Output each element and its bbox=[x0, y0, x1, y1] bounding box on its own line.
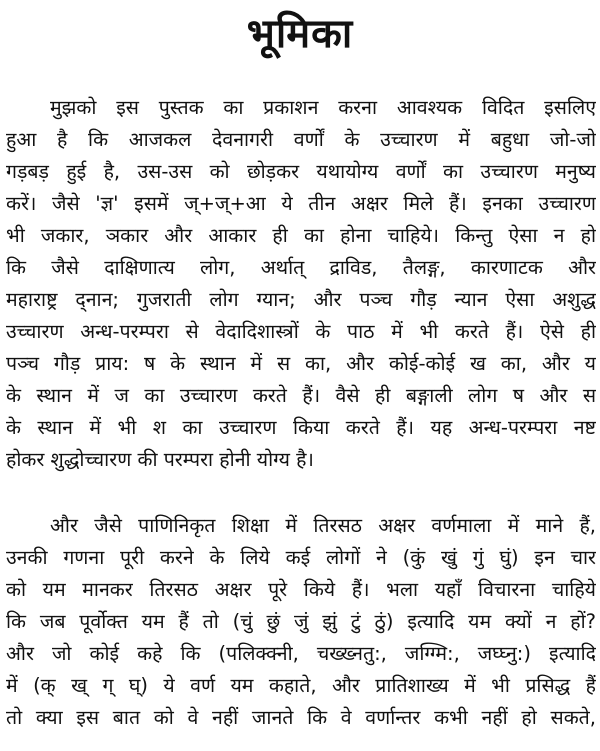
paragraph-2 bbox=[6, 510, 596, 734]
text-line: और जैसे पाणिनिकृत शिक्षा में तिरसठ अक्षर वर्णमाला में माने हैं, bbox=[50, 514, 596, 537]
text-line: कि जब पूर्वोक्त यम हैं तो (चुं छुं जुं झुं टुं ठुं) इत्यादि यम क्यों न हों? bbox=[6, 610, 596, 633]
text-line: भी जकार, ञकार और आकार ही का होना चाहिये। किन्तु ऐसा न हो bbox=[6, 224, 596, 247]
text-line: के स्थान में भी श का उच्चारण किया करते हैं। यह अन्ध-परम्परा नष्ट bbox=[6, 416, 596, 439]
paragraph-1 bbox=[6, 92, 596, 476]
text-line: को यम मानकर तिरसठ अक्षर पूरे किये हैं। भला यहाँ विचारना चाहिये bbox=[6, 578, 596, 601]
text-line: कि जैसे दाक्षिणात्य लोग, अर्थात् द्राविड, तैलङ्ग, कारणाटक और bbox=[6, 256, 596, 279]
text-line: उच्चारण अन्ध-परम्परा से वेदादिशास्त्रों के पाठ में भी करते हैं। ऐसे ही bbox=[6, 320, 596, 343]
text-line: उनकी गणना पूरी करने के लिये कई लोगों ने (कुं खुं गुं घुं) इन चार bbox=[6, 546, 596, 569]
text-line: और जो कोई कहे कि (पलिक्क्नी, चख्ख्नतु:, जग्ग्मि:, जघ्घ्नु:) इत्यादि bbox=[6, 642, 596, 665]
text-line: पञ्च गौड़ प्राय: ष के स्थान में स का, और कोई-कोई ख का, और य bbox=[6, 352, 596, 375]
text-line: महाराष्ट्र द्नान; गुजराती लोग ग्यान; और पञ्च गौड़ न्यान ऐसा अशुद्ध bbox=[6, 288, 596, 311]
text-line: के स्थान में ज का उच्चारण करते हैं। वैसे ही बङ्गाली लोग ष और स bbox=[6, 384, 596, 407]
text-line: होकर शुद्धोच्चारण की परम्परा होनी योग्य है। bbox=[6, 448, 314, 471]
text-line: गड़बड़ हुई है, उस-उस को छोड़कर यथायोग्य वर्णों का उच्चारण मनुष्य bbox=[6, 160, 596, 183]
text-line: में (क् ख् ग् घ्) ये वर्ण यम कहाते, और प्रातिशाख्य में भी प्रसिद्ध हैं bbox=[6, 674, 596, 697]
text-line: मुझको इस पुस्तक का प्रकाशन करना आवश्यक विदित इसलिए bbox=[50, 96, 596, 119]
text-line: तो क्या इस बात को वे नहीं जानते कि वे वर्णान्तर कभी नहीं हो सकते, bbox=[6, 706, 596, 729]
text-line: करें। जैसे 'ज्ञ' इसमें ज्+ज्+आ ये तीन अक्षर मिले हैं। इनका उच्चारण bbox=[6, 192, 596, 215]
text-line: हुआ है कि आजकल देवनागरी वर्णों के उच्चारण में बहुधा जो-जो bbox=[6, 128, 596, 151]
page-title: भूमिका bbox=[246, 11, 354, 57]
